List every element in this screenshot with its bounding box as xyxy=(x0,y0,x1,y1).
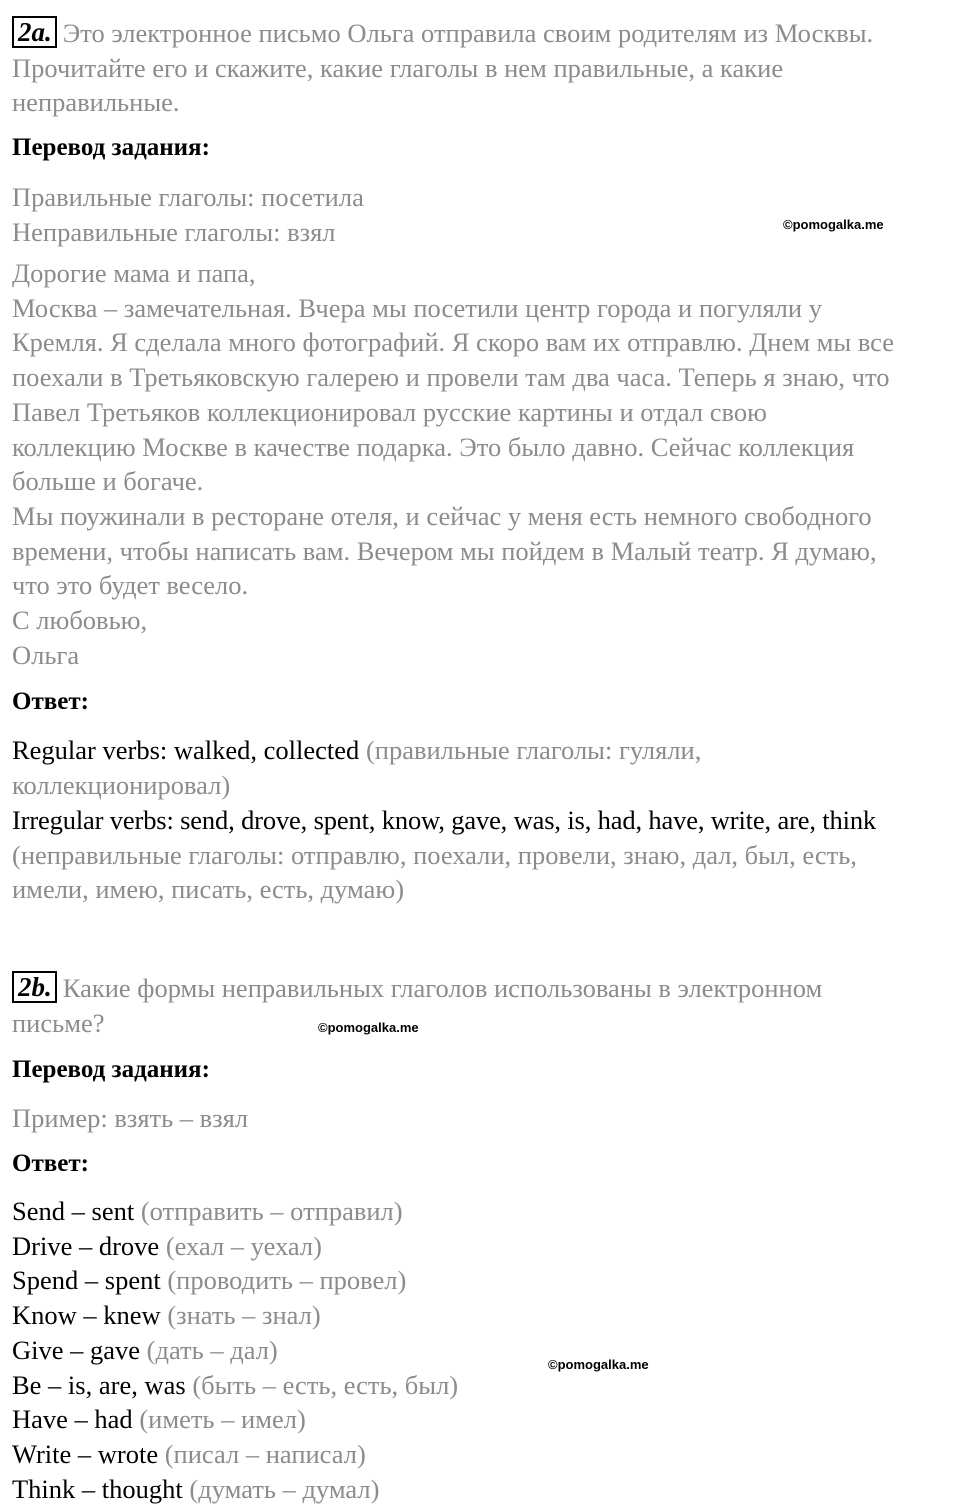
letter-line: поехали в Третьяковскую галерею и провели там два часа. Теперь я знаю, что xyxy=(12,362,890,393)
verb-form-en: Send – sent xyxy=(12,1196,135,1226)
answer-irregular-en: Irregular verbs: send, drove, spent, know, gave, was, is, had, have, write, are, think xyxy=(12,805,877,835)
verb-form-ru: (ехал – уехал) xyxy=(165,1230,322,1261)
verb-form-ru: (знать – знал) xyxy=(167,1300,321,1331)
answer-regular-line-1 xyxy=(12,733,701,768)
answer-irregular-ru-line-2: имели, имею, писать, есть, думаю) xyxy=(12,874,405,904)
letter-line: Ольга xyxy=(12,639,80,670)
verb-form-en: Drive – drove xyxy=(12,1230,160,1261)
verb-forms-list xyxy=(12,1194,458,1506)
verb-form-ru: (иметь – имел) xyxy=(139,1404,306,1435)
task-2a-answer-heading: Ответ: xyxy=(12,688,89,715)
verb-form-ru: (проводить – провел) xyxy=(167,1265,407,1296)
verb-form-ru: (писал – написал) xyxy=(164,1438,366,1469)
verb-form-ru: (отправить – отправил) xyxy=(140,1196,403,1226)
verb-form-row xyxy=(12,1472,458,1507)
task-2b-translation-heading: Перевод задания: xyxy=(12,1056,210,1083)
task-2a-prompt-line-3: неправильные. xyxy=(12,87,180,117)
verb-form-row xyxy=(12,1229,458,1264)
verb-form-en: Write – wrote xyxy=(12,1438,159,1469)
verb-form-en: Have – had xyxy=(12,1404,133,1435)
task-2b-badge: 2b. xyxy=(12,971,57,1003)
letter-line: что это будет весело. xyxy=(12,570,249,601)
letter-line: Кремля. Я сделала много фотографий. Я скоро вам их отправлю. Днем мы все xyxy=(12,327,895,358)
watermark: ©pomogalka.me xyxy=(548,1357,649,1372)
watermark: ©pomogalka.me xyxy=(318,1020,419,1035)
task-2a-prompt-text: Это электронное письмо Ольга отправила своим родителям из Москвы. xyxy=(62,18,874,48)
letter-line: больше и богаче. xyxy=(12,466,204,497)
answer-regular-en: Regular verbs: walked, collected xyxy=(12,735,360,765)
verb-form-en: Give – gave xyxy=(12,1334,141,1365)
verb-form-ru: (думать – думал) xyxy=(189,1473,380,1504)
letter-body xyxy=(12,256,894,672)
verb-form-en: Think – thought xyxy=(12,1473,183,1504)
answer-regular-line-2: коллекционировал) xyxy=(12,770,231,800)
task-2a-translation-line-2: Неправильные глаголы: взял xyxy=(12,217,336,247)
task-2b-translation-line: Пример: взять – взял xyxy=(12,1103,249,1133)
task-2b-prompt-line-1 xyxy=(12,971,822,1006)
letter-line: С любовью, xyxy=(12,605,148,636)
verb-form-row xyxy=(12,1194,458,1229)
verb-form-row xyxy=(12,1368,458,1403)
task-2a-prompt-line-2: Прочитайте его и скажите, какие глаголы в нем правильные, а какие xyxy=(12,53,784,83)
letter-line: Москва – замечательная. Вчера мы посетили центр города и погуляли у xyxy=(12,292,822,323)
verb-form-ru: (быть – есть, есть, был) xyxy=(192,1369,459,1400)
verb-form-en: Be – is, are, was xyxy=(12,1369,186,1400)
letter-line: Дорогие мама и папа, xyxy=(12,258,256,288)
task-2b-prompt-line-2: письме? xyxy=(12,1008,105,1038)
task-2a-prompt-line-1 xyxy=(12,16,873,51)
verb-form-en: Know – knew xyxy=(12,1300,161,1331)
letter-line: времени, чтобы написать вам. Вечером мы пойдем в Малый театр. Я думаю, xyxy=(12,535,877,566)
letter-line: Павел Третьяков коллекционировал русские картины и отдал свою xyxy=(12,396,767,427)
verb-form-row xyxy=(12,1333,458,1368)
answer-irregular-ru-line-1: (неправильные глаголы: отправлю, поехали, провели, знаю, дал, был, есть, xyxy=(12,840,857,870)
verb-form-ru: (дать – дал) xyxy=(146,1334,278,1365)
verb-form-en: Spend – spent xyxy=(12,1265,161,1296)
letter-line: коллекцию Москве в качестве подарка. Это было давно. Сейчас коллекция xyxy=(12,431,855,462)
task-2a-badge: 2a. xyxy=(12,16,57,48)
task-2a-translation-line-1: Правильные глаголы: посетила xyxy=(12,182,364,212)
task-2b-answer-heading: Ответ: xyxy=(12,1150,89,1177)
verb-form-row xyxy=(12,1402,458,1437)
verb-form-row xyxy=(12,1263,458,1298)
watermark: ©pomogalka.me xyxy=(783,217,884,232)
verb-form-row xyxy=(12,1437,458,1472)
answer-regular-ru: (правильные глаголы: гуляли, xyxy=(365,735,702,765)
task-2a-translation-heading: Перевод задания: xyxy=(12,134,210,161)
letter-line: Мы поужинали в ресторане отеля, и сейчас у меня есть немного свободного xyxy=(12,500,872,531)
verb-form-row xyxy=(12,1298,458,1333)
task-2b-prompt-text: Какие формы неправильных глаголов использованы в электронном xyxy=(62,973,823,1003)
